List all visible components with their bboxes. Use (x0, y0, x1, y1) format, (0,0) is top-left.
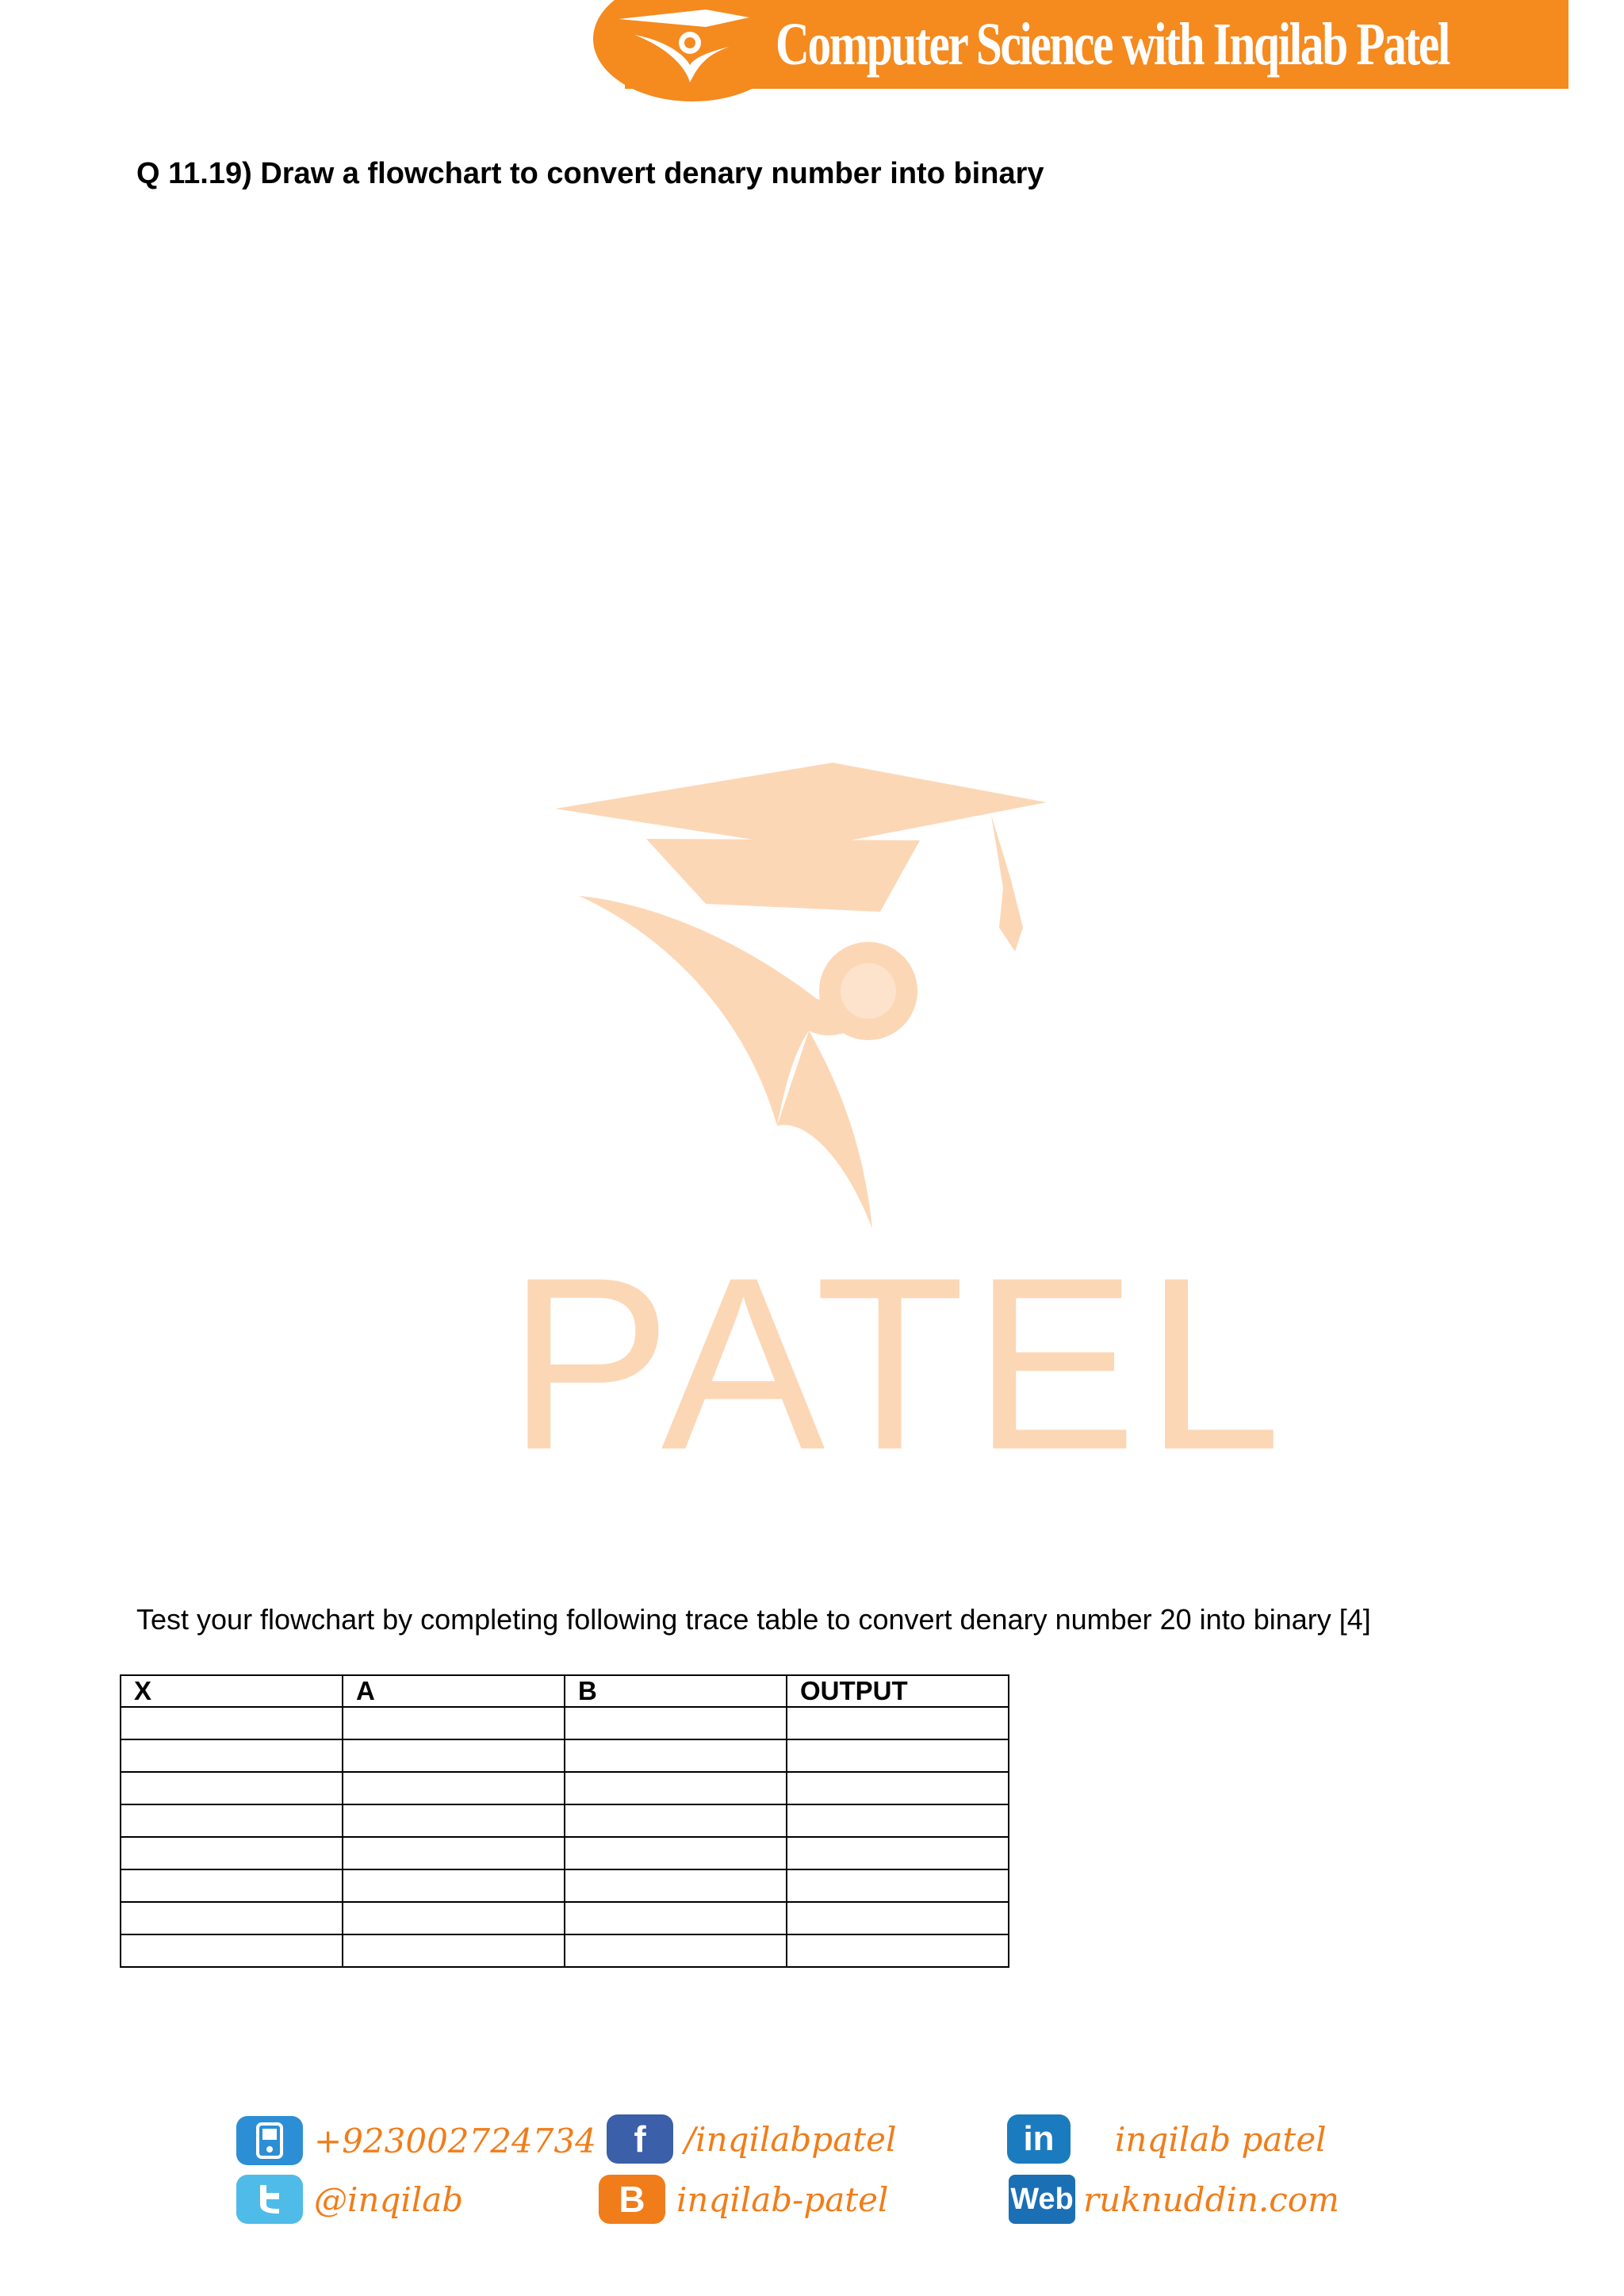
graduate-logo-icon (611, 3, 761, 90)
table-cell[interactable] (565, 1772, 787, 1804)
table-cell[interactable] (121, 1869, 343, 1902)
contact-web[interactable] (1009, 2175, 1339, 2224)
table-cell[interactable] (121, 1739, 343, 1772)
table-cell[interactable] (787, 1739, 1009, 1772)
table-row (121, 1902, 1009, 1934)
table-row (121, 1804, 1009, 1837)
trace-table (120, 1674, 1009, 1968)
table-cell[interactable] (787, 1934, 1009, 1967)
table-header-row (121, 1675, 1009, 1707)
table-cell[interactable] (565, 1902, 787, 1934)
phone-icon (236, 2116, 303, 2165)
table-body (121, 1707, 1009, 1967)
graduate-watermark-icon (508, 753, 1126, 1245)
web-icon: Web (1009, 2175, 1075, 2224)
table-cell[interactable] (343, 1707, 565, 1739)
footer-contacts (0, 2105, 1624, 2240)
twitter-handle: @inqilab (314, 2179, 464, 2219)
phone-number: +923002724734 (314, 2121, 596, 2160)
table-cell[interactable] (343, 1739, 565, 1772)
header-output: OUTPUT (787, 1675, 1009, 1707)
table-cell[interactable] (565, 1707, 787, 1739)
table-cell[interactable] (787, 1707, 1009, 1739)
blogger-handle: inqilab-patel (676, 2179, 889, 2219)
header-a: A (343, 1675, 565, 1707)
table-row (121, 1869, 1009, 1902)
table-cell[interactable] (787, 1902, 1009, 1934)
table-row (121, 1837, 1009, 1869)
contact-twitter[interactable] (236, 2175, 463, 2224)
table-cell[interactable] (565, 1804, 787, 1837)
website: ruknuddin.com (1083, 2179, 1339, 2219)
table-row (121, 1707, 1009, 1739)
banner-title: Computer Science with Inqilab Patel (776, 11, 1450, 78)
blogger-icon: B (599, 2175, 665, 2224)
contact-linkedin[interactable] (1007, 2114, 1327, 2164)
table-cell[interactable] (565, 1739, 787, 1772)
table-cell[interactable] (565, 1837, 787, 1869)
contact-phone[interactable] (236, 2116, 596, 2165)
table-cell[interactable] (343, 1804, 565, 1837)
table-cell[interactable] (121, 1902, 343, 1934)
table-cell[interactable] (343, 1934, 565, 1967)
table-cell[interactable] (343, 1869, 565, 1902)
facebook-icon: f (607, 2114, 673, 2164)
table-cell[interactable] (343, 1837, 565, 1869)
table-cell[interactable] (121, 1804, 343, 1837)
table-cell[interactable] (121, 1837, 343, 1869)
table-cell[interactable] (787, 1869, 1009, 1902)
table-cell[interactable] (787, 1804, 1009, 1837)
table-cell[interactable] (565, 1869, 787, 1902)
table-cell[interactable] (343, 1772, 565, 1804)
contact-facebook[interactable] (607, 2114, 896, 2164)
table-row (121, 1739, 1009, 1772)
table-cell[interactable] (121, 1772, 343, 1804)
table-cell[interactable] (343, 1902, 565, 1934)
twitter-icon (236, 2175, 303, 2224)
table-cell[interactable] (121, 1934, 343, 1967)
table-cell[interactable] (121, 1707, 343, 1739)
patel-watermark (508, 753, 1290, 1501)
table-cell[interactable] (787, 1772, 1009, 1804)
question-title: Q 11.19) Draw a flowchart to convert denary number into binary (136, 157, 1044, 190)
table-row (121, 1934, 1009, 1967)
facebook-handle: /inqilabpatel (684, 2119, 897, 2159)
linkedin-handle: inqilab patel (1115, 2119, 1327, 2159)
header-b: B (565, 1675, 787, 1707)
watermark-text: PATEL (508, 1226, 1290, 1501)
contact-blogger[interactable] (599, 2175, 888, 2224)
trace-instruction: Test your flowchart by completing following trace table to convert denary number 20 into binary [4] (136, 1603, 1371, 1636)
table-cell[interactable] (565, 1934, 787, 1967)
table-row (121, 1772, 1009, 1804)
table-cell[interactable] (787, 1837, 1009, 1869)
header-banner (593, 0, 1568, 89)
header-x: X (121, 1675, 343, 1707)
linkedin-icon: in (1007, 2114, 1071, 2164)
